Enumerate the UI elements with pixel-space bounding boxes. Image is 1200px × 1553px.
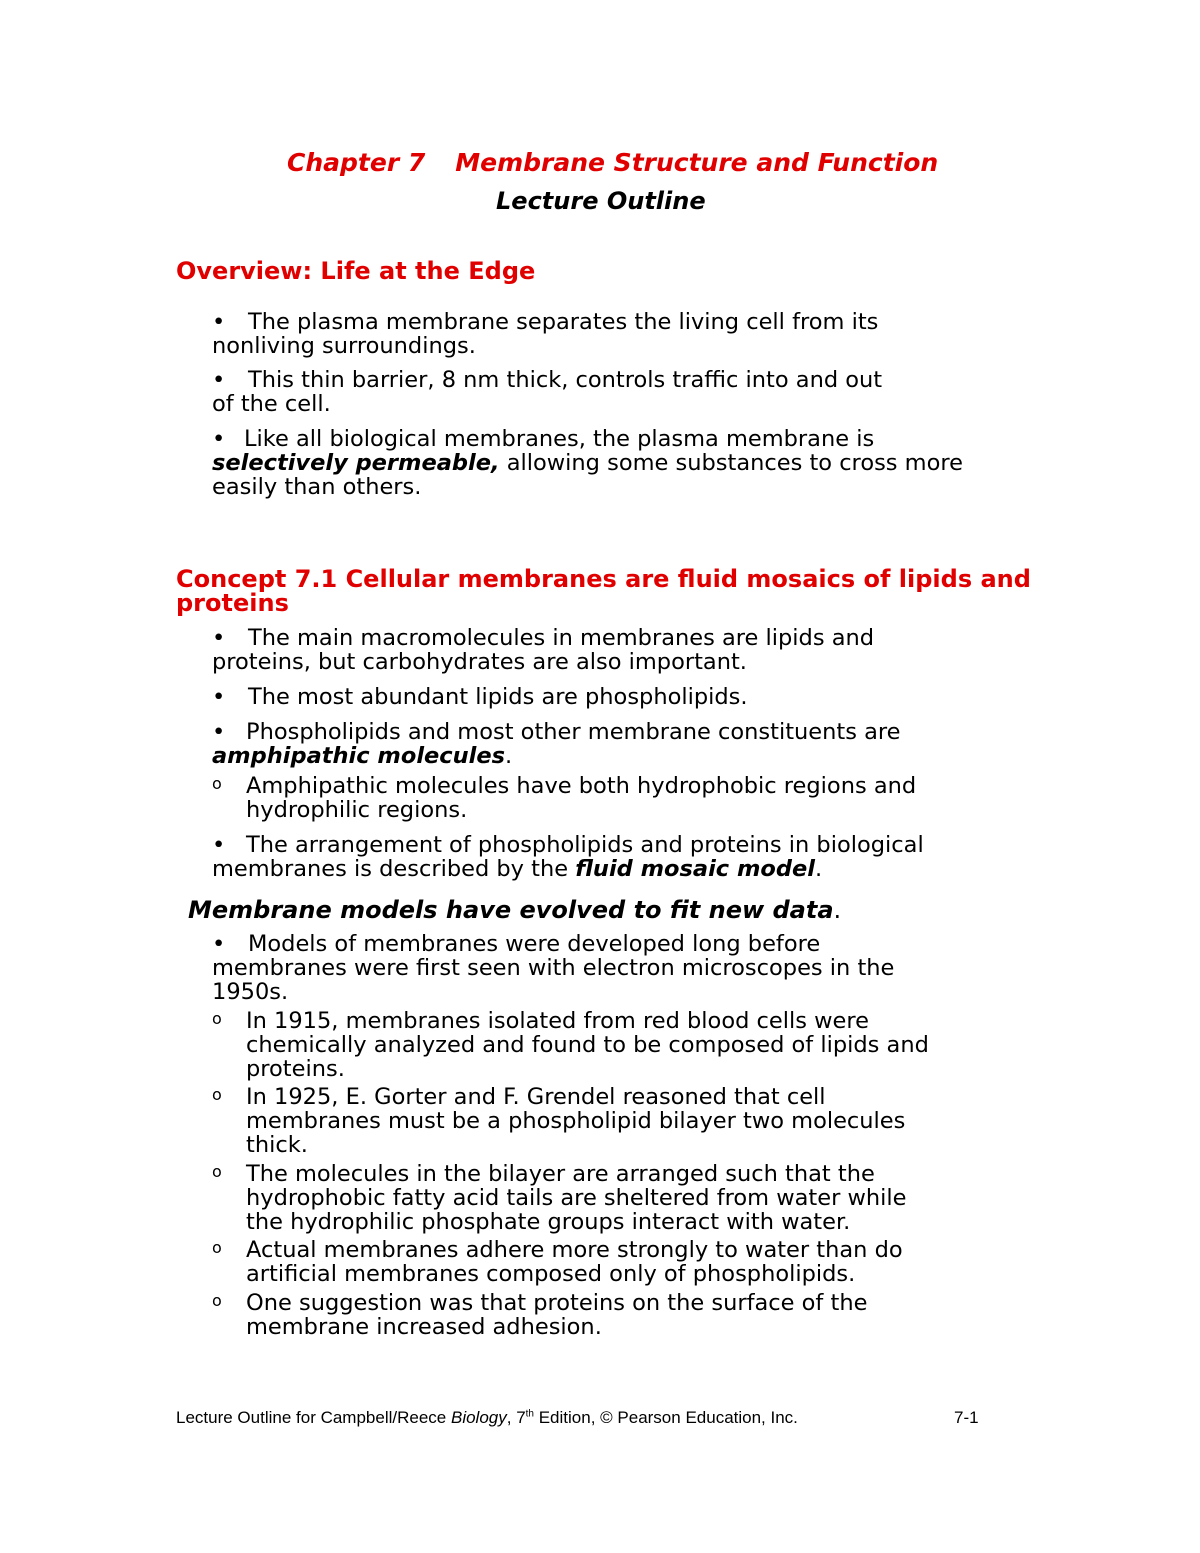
bullet-marker: • xyxy=(212,931,226,957)
list-item: • Phospholipids and most other membrane constituents are amphipathic molecules. xyxy=(212,719,901,769)
list-subitem: o One suggestion was that proteins on the surface of the membrane increased adhesion. xyxy=(212,1290,868,1340)
bullet-marker: • xyxy=(212,684,226,710)
sub-bullet-marker: o xyxy=(212,1085,222,1104)
key-term: amphipathic molecules xyxy=(212,743,506,769)
bullet-marker: • xyxy=(212,426,226,452)
list-item: • Like all biological membranes, the plasma membrane is selectively permeable, allowing some substances to cross more easily than others. xyxy=(212,426,963,500)
list-item: • Models of membranes were developed long before membranes were first seen with electron microscopes in the 1950s. xyxy=(212,931,895,1005)
list-subitem: o Amphipathic molecules have both hydrophobic regions and hydrophilic regions. xyxy=(212,773,917,823)
sub-bullet-marker: o xyxy=(212,1009,222,1028)
overview-heading: Overview: Life at the Edge xyxy=(176,257,536,285)
sub-bullet-marker: o xyxy=(212,1291,222,1310)
list-item: • The arrangement of phospholipids and proteins in biological membranes is described by the fluid mosaic model. xyxy=(212,832,924,882)
bullet-marker: • xyxy=(212,309,226,335)
bullet-marker: • xyxy=(212,367,226,393)
bullet-marker: • xyxy=(212,719,226,745)
list-item: • This thin barrier, 8 nm thick, controls traffic into and out of the cell. xyxy=(212,367,883,417)
chapter-number: Chapter 7 xyxy=(287,148,426,177)
sub-bullet-marker: o xyxy=(212,1238,222,1257)
list-item: • The most abundant lipids are phospholipids. xyxy=(212,684,748,710)
bullet-marker: • xyxy=(212,625,226,651)
concept-heading: Concept 7.1 Cellular membranes are fluid mosaics of lipids and proteins xyxy=(176,565,1031,617)
chapter-title-line xyxy=(287,148,938,177)
bullet-marker: • xyxy=(212,832,226,858)
chapter-title: Membrane Structure and Function xyxy=(455,148,939,177)
sub-bullet-marker: o xyxy=(212,1162,222,1181)
list-subitem: o The molecules in the bilayer are arranged such that the hydrophobic fatty acid tails are sheltered from water while the hydrophilic phosphate groups interact with water. xyxy=(212,1161,907,1235)
list-subitem: o In 1915, membranes isolated from red blood cells were chemically analyzed and found to be composed of lipids and proteins. xyxy=(212,1008,929,1082)
list-item: • The plasma membrane separates the living cell from its nonliving surroundings. xyxy=(212,309,879,359)
book-title: Biology xyxy=(450,1408,507,1427)
key-term: fluid mosaic model xyxy=(575,856,815,882)
list-item: • The main macromolecules in membranes are lipids and proteins, but carbohydrates are also important. xyxy=(212,625,875,675)
section-subheading: Membrane models have evolved to fit new data. xyxy=(188,896,842,924)
page-footer: Lecture Outline for Campbell/Reece Biology, 7th Edition, © Pearson Education, Inc. xyxy=(176,1408,798,1427)
lecture-outline-subtitle: Lecture Outline xyxy=(496,187,706,215)
page-number: 7-1 xyxy=(954,1408,979,1427)
list-subitem: o Actual membranes adhere more strongly to water than do artificial membranes composed only of phospholipids. xyxy=(212,1237,903,1287)
key-term: selectively permeable, xyxy=(212,450,500,476)
list-subitem: o In 1925, E. Gorter and F. Grendel reasoned that cell membranes must be a phospholipid bilayer two molecules thick. xyxy=(212,1084,906,1158)
sub-bullet-marker: o xyxy=(212,774,222,793)
